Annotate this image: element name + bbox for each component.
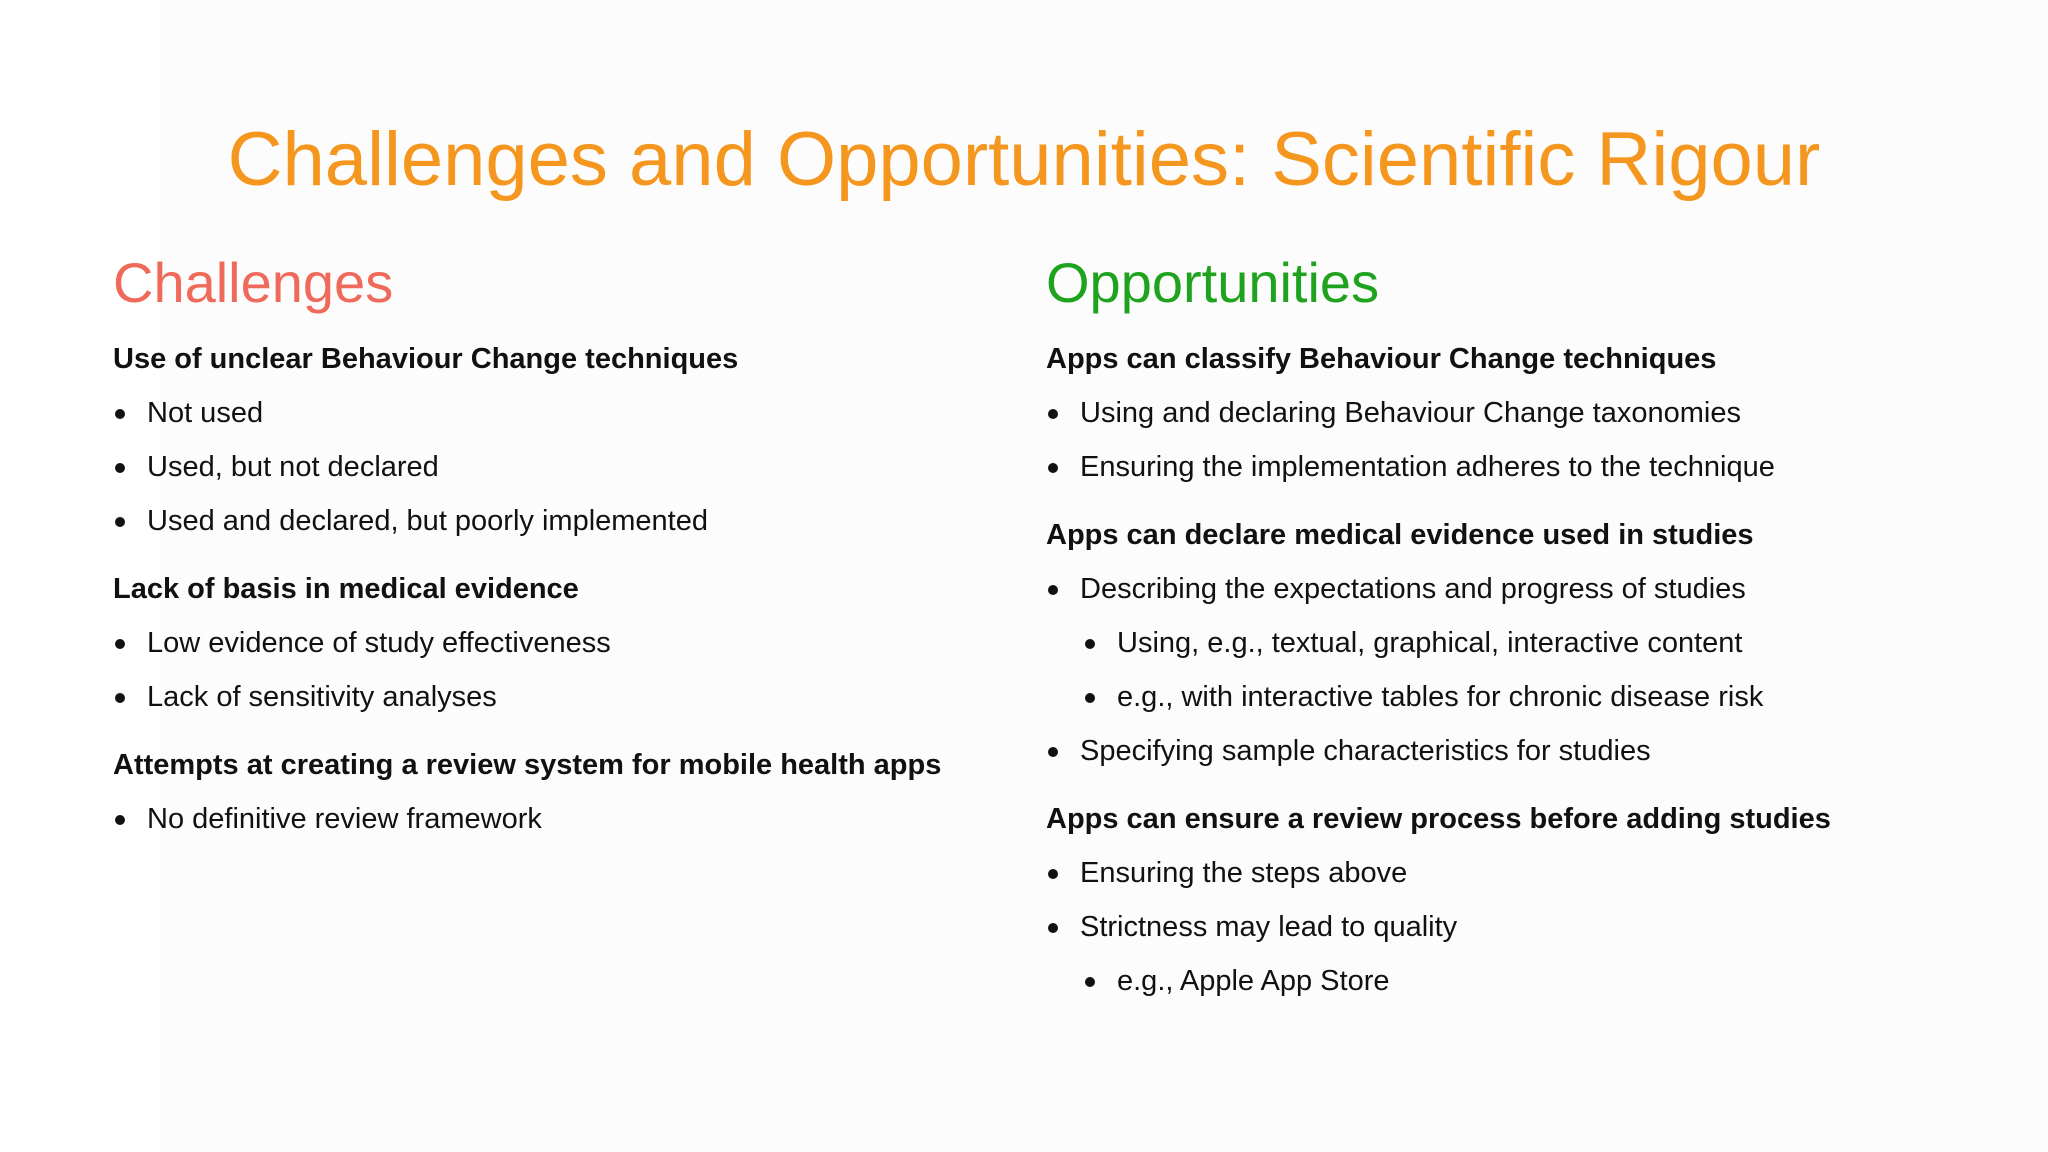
list-item-text: Ensuring the implementation adheres to the technique (1080, 451, 1775, 483)
challenge-group-medical-evidence (113, 570, 1013, 716)
opportunity-group-review (1046, 800, 1996, 1000)
list-item (1046, 732, 1996, 770)
list-item-text: e.g., with interactive tables for chronic disease risk (1117, 681, 1764, 713)
bullet-icon (115, 693, 125, 703)
bullet-icon (1048, 409, 1058, 419)
group-title: Apps can ensure a review process before adding studies (1046, 803, 1831, 835)
bullet-icon (115, 463, 125, 473)
list-item-text: Lack of sensitivity analyses (147, 681, 497, 713)
list-item-text: e.g., Apple App Store (1117, 965, 1390, 997)
list-item (1046, 448, 1996, 486)
bullet-icon (1048, 747, 1058, 757)
sub-list-item (1083, 962, 1996, 1000)
list-item (113, 624, 1013, 662)
bullet-icon (1048, 923, 1058, 933)
slide-title: Challenges and Opportunities: Scientific Rigour (227, 117, 1821, 202)
sub-list-item (1083, 678, 1996, 716)
bullet-icon (115, 409, 125, 419)
group-title: Attempts at creating a review system for mobile health apps (113, 749, 942, 781)
list-item-text: Not used (147, 397, 264, 429)
group-title: Apps can declare medical evidence used in studies (1046, 519, 1754, 551)
opportunity-group-evidence (1046, 516, 1996, 770)
bullet-icon (1085, 639, 1095, 649)
opportunities-heading: Opportunities (1046, 251, 1380, 314)
list-item-text: Using and declaring Behaviour Change taxonomies (1080, 397, 1741, 429)
opportunity-group-classify (1046, 340, 1996, 486)
challenges-column (113, 248, 1013, 868)
list-item (1046, 394, 1996, 432)
bullet-icon (1048, 463, 1058, 473)
group-title: Use of unclear Behaviour Change techniques (113, 343, 739, 375)
list-item-text: Using, e.g., textual, graphical, interactive content (1117, 627, 1743, 659)
list-item-text: No definitive review framework (147, 803, 542, 835)
list-item-text: Ensuring the steps above (1080, 857, 1408, 889)
list-item-text: Strictness may lead to quality (1080, 911, 1458, 943)
list-item-text: Low evidence of study effectiveness (147, 627, 611, 659)
list-item-text: Describing the expectations and progress of studies (1080, 573, 1746, 605)
challenge-group-review-system (113, 746, 1013, 838)
bullet-icon (1048, 869, 1058, 879)
list-item (1046, 908, 1996, 946)
list-item (113, 448, 1013, 486)
opportunities-column (1046, 248, 1996, 1030)
bullet-icon (1085, 693, 1095, 703)
list-item-text: Used and declared, but poorly implemented (147, 505, 708, 537)
group-title: Apps can classify Behaviour Change techniques (1046, 343, 1717, 375)
bullet-icon (1048, 585, 1058, 595)
sub-list-item (1083, 624, 1996, 662)
list-item (113, 394, 1013, 432)
bullet-icon (115, 639, 125, 649)
list-item-text: Specifying sample characteristics for studies (1080, 735, 1651, 767)
challenge-group-behaviour-change (113, 340, 1013, 540)
list-item-text: Used, but not declared (147, 451, 439, 483)
group-title: Lack of basis in medical evidence (113, 573, 579, 605)
bullet-icon (115, 815, 125, 825)
list-item (113, 678, 1013, 716)
list-item (1046, 854, 1996, 892)
list-item (1046, 570, 1996, 608)
bullet-icon (1085, 977, 1095, 987)
list-item (113, 800, 1013, 838)
list-item (113, 502, 1013, 540)
challenges-heading: Challenges (113, 251, 394, 314)
bullet-icon (115, 517, 125, 527)
